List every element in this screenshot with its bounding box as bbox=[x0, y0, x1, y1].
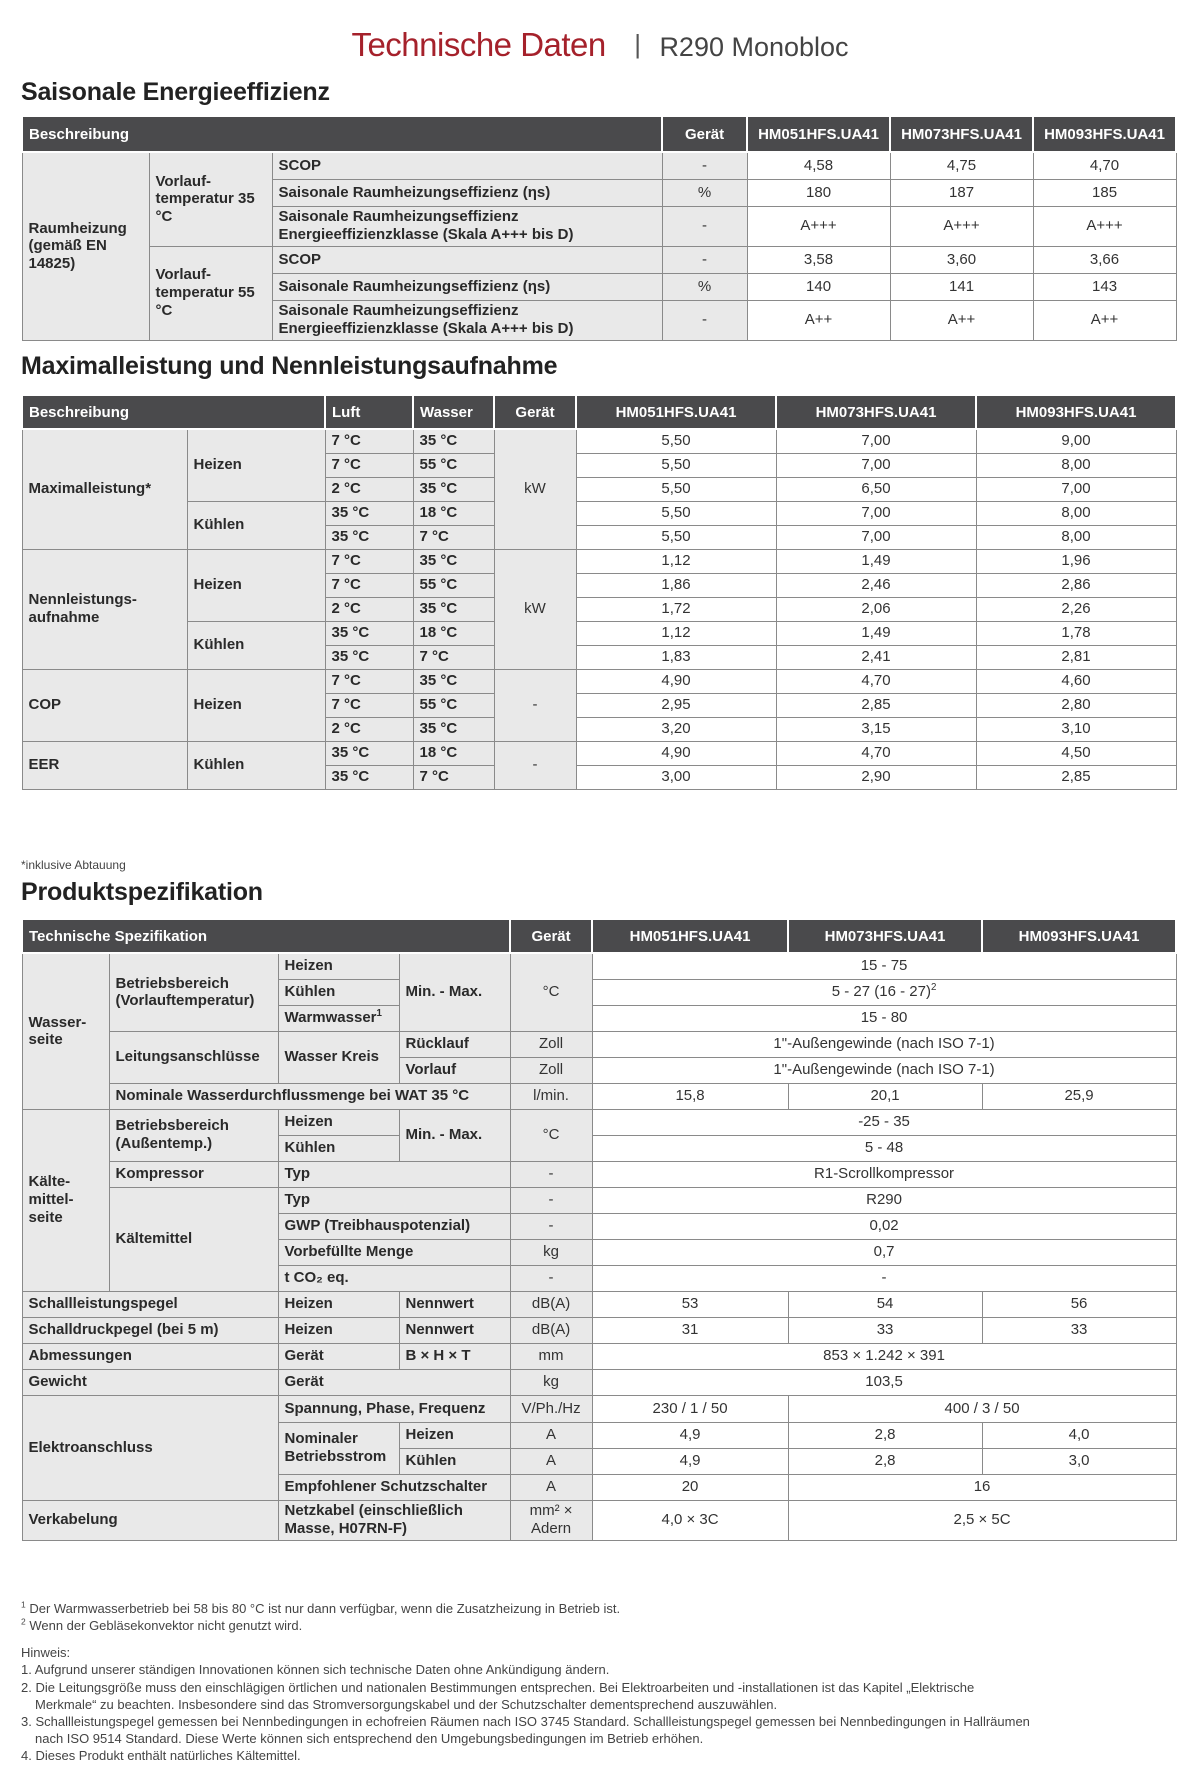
mode-heizen: Heizen bbox=[278, 1317, 399, 1343]
col-header-model-3: HM093HFS.UA41 bbox=[982, 919, 1176, 953]
unit-cell: - bbox=[662, 246, 747, 273]
value-cell: 33 bbox=[982, 1317, 1176, 1343]
wasser-cell: 18 °C bbox=[413, 501, 494, 525]
block-label-35: Vorlauf-temperatur 35 °C bbox=[149, 152, 272, 246]
wasser-cell: 35 °C bbox=[413, 549, 494, 573]
label-durchflussmenge: Nominale Wasserdurchflussmenge bei WAT 35 °C bbox=[109, 1083, 510, 1109]
label-gewicht: Gewicht bbox=[22, 1369, 278, 1395]
value-cell: 4,70 bbox=[776, 741, 976, 765]
col-header-model-1: HM051HFS.UA41 bbox=[747, 116, 890, 152]
block-label-55: Vorlauf-temperatur 55 °C bbox=[149, 246, 272, 340]
table-row bbox=[22, 1317, 1176, 1343]
unit-cell: dB(A) bbox=[510, 1291, 592, 1317]
wasser-cell: 35 °C bbox=[413, 597, 494, 621]
value-cell: 853 × 1.242 × 391 bbox=[592, 1343, 1176, 1369]
table-row bbox=[22, 741, 1176, 765]
luft-cell: 35 °C bbox=[325, 741, 413, 765]
unit-cell: - bbox=[662, 152, 747, 179]
label-kompressor: Kompressor bbox=[109, 1161, 278, 1187]
label-spannung: Spannung, Phase, Frequenz bbox=[278, 1395, 510, 1422]
table-saisonale-effizienz bbox=[21, 115, 1177, 341]
label-min-max: Min. - Max. bbox=[399, 1109, 510, 1161]
value-cell: 4,9 bbox=[592, 1422, 788, 1448]
wasser-cell: 18 °C bbox=[413, 621, 494, 645]
luft-cell: 7 °C bbox=[325, 573, 413, 597]
hinweis-note: 2. Die Leitungsgröße muss den einschlägigen örtlichen und nationalen Bestimmungen entsprechen. Bei Elektroarbeiten und -installationen ist das Kapitel „Elektrische bbox=[21, 1679, 975, 1695]
unit-cell: - bbox=[510, 1265, 592, 1291]
value-cell: 2,95 bbox=[576, 693, 776, 717]
value-cell: 7,00 bbox=[776, 525, 976, 549]
value-cell: 4,90 bbox=[576, 741, 776, 765]
value-cell: 53 bbox=[592, 1291, 788, 1317]
group-label: Nennleistungs-aufnahme bbox=[22, 549, 187, 669]
wasser-cell: 55 °C bbox=[413, 453, 494, 477]
value-cell: 2,5 × 5C bbox=[788, 1500, 1176, 1540]
table-body bbox=[22, 429, 1176, 789]
unit-cell: kg bbox=[510, 1239, 592, 1265]
value-cell: - bbox=[592, 1265, 1176, 1291]
value-cell: 56 bbox=[982, 1291, 1176, 1317]
unit-cell: Zoll bbox=[510, 1057, 592, 1083]
luft-cell: 7 °C bbox=[325, 549, 413, 573]
value-cell: 4,75 bbox=[890, 152, 1033, 179]
value-cell: 400 / 3 / 50 bbox=[788, 1395, 1176, 1422]
luft-cell: 2 °C bbox=[325, 597, 413, 621]
table-row bbox=[22, 429, 1176, 453]
page-subtitle: R290 Monobloc bbox=[659, 32, 849, 62]
value-cell: 9,00 bbox=[976, 429, 1176, 453]
hinweis-note: 3. Schallleistungspegel gemessen bei Nennbedingungen in echofreien Räumen nach ISO 3745 Standard. Schallleistungspegel gemessen bei Nennbedingungen in Hallräumen bbox=[21, 1713, 1030, 1729]
footnote-1 bbox=[21, 1600, 1181, 1617]
value-cell: R290 bbox=[592, 1187, 1176, 1213]
footnote-marker: 2 bbox=[930, 982, 937, 994]
unit-cell: dB(A) bbox=[510, 1317, 592, 1343]
value-cell: A+++ bbox=[747, 206, 890, 246]
value-cell: 3,15 bbox=[776, 717, 976, 741]
value-cell: 1"-Außengewinde (nach ISO 7-1) bbox=[592, 1057, 1176, 1083]
wasser-cell: 35 °C bbox=[413, 669, 494, 693]
table-row bbox=[22, 246, 1176, 273]
value-cell: 54 bbox=[788, 1291, 982, 1317]
table-row bbox=[22, 1291, 1176, 1317]
unit-cell: °C bbox=[510, 1109, 592, 1161]
unit-cell: mm bbox=[510, 1343, 592, 1369]
luft-cell: 35 °C bbox=[325, 621, 413, 645]
table-row bbox=[22, 152, 1176, 179]
value-cell: 1,49 bbox=[776, 549, 976, 573]
value-cell: A++ bbox=[890, 300, 1033, 340]
unit-cell: A bbox=[510, 1448, 592, 1474]
value-cell: 1,49 bbox=[776, 621, 976, 645]
label-typ: Typ bbox=[278, 1161, 510, 1187]
value-cell: 3,20 bbox=[576, 717, 776, 741]
group-label: COP bbox=[22, 669, 187, 741]
label-netzkabel: Netzkabel (einschließlich Masse, H07RN-F) bbox=[278, 1500, 510, 1540]
wasser-cell: 55 °C bbox=[413, 573, 494, 597]
unit-cell: kg bbox=[510, 1369, 592, 1395]
luft-cell: 7 °C bbox=[325, 669, 413, 693]
luft-cell: 35 °C bbox=[325, 645, 413, 669]
col-header-geraet: Gerät bbox=[494, 395, 576, 429]
value-cell: 0,7 bbox=[592, 1239, 1176, 1265]
unit-cell: A bbox=[510, 1422, 592, 1448]
value-cell: 1,83 bbox=[576, 645, 776, 669]
value-cell: 5,50 bbox=[576, 429, 776, 453]
unit-cell: Zoll bbox=[510, 1031, 592, 1057]
col-header-geraet: Gerät bbox=[510, 919, 592, 953]
value-cell: 2,06 bbox=[776, 597, 976, 621]
mode-heizen: Heizen bbox=[278, 1109, 399, 1135]
group-label-kaeltemittelseite: Kälte-mittel-seite bbox=[22, 1109, 109, 1291]
label-vorbefuellte-menge: Vorbefüllte Menge bbox=[278, 1239, 510, 1265]
mode-label: Kühlen bbox=[187, 501, 325, 549]
unit-cell: % bbox=[662, 273, 747, 300]
value-cell: 0,02 bbox=[592, 1213, 1176, 1239]
table-row bbox=[22, 549, 1176, 573]
luft-cell: 2 °C bbox=[325, 717, 413, 741]
table-produktspezifikation bbox=[21, 918, 1177, 1541]
param-label: SCOP bbox=[272, 152, 662, 179]
unit-cell: kW bbox=[494, 549, 576, 669]
label-nominaler-betriebsstrom: Nominaler Betriebsstrom bbox=[278, 1422, 399, 1474]
value-cell: 15 - 75 bbox=[592, 953, 1176, 979]
value-cell: 2,90 bbox=[776, 765, 976, 789]
value-cell: 2,41 bbox=[776, 645, 976, 669]
value-cell: 1,96 bbox=[976, 549, 1176, 573]
value-cell: R1-Scrollkompressor bbox=[592, 1161, 1176, 1187]
value-cell: 7,00 bbox=[776, 429, 976, 453]
section-title-produktspezifikation: Produktspezifikation bbox=[21, 878, 263, 906]
group-label: Maximalleistung* bbox=[22, 429, 187, 549]
table-row bbox=[22, 1500, 1176, 1540]
hinweis-title: Hinweis: bbox=[21, 1645, 71, 1661]
label-tco2: t CO₂ eq. bbox=[278, 1265, 510, 1291]
value-cell: 33 bbox=[788, 1317, 982, 1343]
col-header-wasser: Wasser bbox=[413, 395, 494, 429]
value-cell: 140 bbox=[747, 273, 890, 300]
value-cell: 4,60 bbox=[976, 669, 1176, 693]
table-header-row bbox=[22, 395, 1176, 429]
value-cell: 5,50 bbox=[576, 501, 776, 525]
value-cell: 230 / 1 / 50 bbox=[592, 1395, 788, 1422]
label-dimensionen: B × H × T bbox=[399, 1343, 510, 1369]
label-abmessungen: Abmessungen bbox=[22, 1343, 278, 1369]
label-betriebsbereich-vorlauf: Betriebsbereich (Vorlauftemperatur) bbox=[109, 953, 278, 1031]
footnote-abtauung: *inklusive Abtauung bbox=[21, 858, 126, 872]
value-cell: A+++ bbox=[890, 206, 1033, 246]
mode-label: Heizen bbox=[187, 549, 325, 621]
value-cell: A+++ bbox=[1033, 206, 1176, 246]
unit-cell: kW bbox=[494, 429, 576, 549]
value-cell: 7,00 bbox=[776, 501, 976, 525]
label-geraet: Gerät bbox=[278, 1343, 399, 1369]
unit-cell: V/Ph./Hz bbox=[510, 1395, 592, 1422]
value-cell: 2,46 bbox=[776, 573, 976, 597]
wasser-cell: 55 °C bbox=[413, 693, 494, 717]
footnote-marker: 2 bbox=[21, 1616, 26, 1627]
value-cell: 8,00 bbox=[976, 525, 1176, 549]
value-cell: 141 bbox=[890, 273, 1033, 300]
unit-cell: - bbox=[510, 1161, 592, 1187]
unit-cell: mm² × Adern bbox=[510, 1500, 592, 1540]
value-cell: 2,8 bbox=[788, 1422, 982, 1448]
footnote-2 bbox=[21, 1617, 1181, 1634]
wasser-cell: 35 °C bbox=[413, 477, 494, 501]
col-header-model-2: HM073HFS.UA41 bbox=[788, 919, 982, 953]
luft-cell: 7 °C bbox=[325, 429, 413, 453]
table-row bbox=[22, 1369, 1176, 1395]
label-ruecklauf: Rücklauf bbox=[399, 1031, 510, 1057]
table-row bbox=[22, 1161, 1176, 1187]
value-cell: 187 bbox=[890, 179, 1033, 206]
table-row bbox=[22, 1343, 1176, 1369]
value-cell: 4,0 bbox=[982, 1422, 1176, 1448]
value-cell: 4,58 bbox=[747, 152, 890, 179]
table-row bbox=[22, 1083, 1176, 1109]
value-cell: 8,00 bbox=[976, 501, 1176, 525]
mode-kuehlen: Kühlen bbox=[399, 1448, 510, 1474]
footnote-text: Wenn der Gebläsekonvektor nicht genutzt wird. bbox=[29, 1618, 303, 1634]
label-schalldruckpegel: Schalldruckpegel (bei 5 m) bbox=[22, 1317, 278, 1343]
label-schallleistungspegel: Schallleistungspegel bbox=[22, 1291, 278, 1317]
value-cell: 1,72 bbox=[576, 597, 776, 621]
luft-cell: 7 °C bbox=[325, 693, 413, 717]
value-cell: 2,80 bbox=[976, 693, 1176, 717]
footnote-marker: 1 bbox=[21, 1599, 26, 1610]
value-cell: 25,9 bbox=[982, 1083, 1176, 1109]
param-label: Saisonale Raumheizungseffizienz Energieeffizienzklasse (Skala A+++ bis D) bbox=[272, 300, 662, 340]
value-cell: 5,50 bbox=[576, 477, 776, 501]
label-wasser-kreis: Wasser Kreis bbox=[278, 1031, 399, 1083]
label-text: Warmwasser bbox=[284, 1009, 377, 1027]
section-title-maximalleistung: Maximalleistung und Nennleistungsaufnahme bbox=[21, 352, 558, 380]
value-cell: 4,0 × 3C bbox=[592, 1500, 788, 1540]
table-row bbox=[22, 1395, 1176, 1422]
page-header bbox=[0, 26, 1200, 64]
wasser-cell: 35 °C bbox=[413, 429, 494, 453]
group-label-raumheizung: Raumheizung (gemäß EN 14825) bbox=[22, 152, 149, 340]
col-header-model-1: HM051HFS.UA41 bbox=[576, 395, 776, 429]
label-verkabelung: Verkabelung bbox=[22, 1500, 278, 1540]
value-cell: 4,90 bbox=[576, 669, 776, 693]
unit-cell: - bbox=[510, 1213, 592, 1239]
value-cell: 3,0 bbox=[982, 1448, 1176, 1474]
luft-cell: 35 °C bbox=[325, 525, 413, 549]
hinweis-note: Merkmale“ zu beachten. Insbesondere sind das Stromversorgungskabel und der Schutzschalter dementsprechend auszuwählen. bbox=[35, 1696, 778, 1712]
table-header-row bbox=[22, 116, 1176, 152]
luft-cell: 35 °C bbox=[325, 765, 413, 789]
value-cell: 1"-Außengewinde (nach ISO 7-1) bbox=[592, 1031, 1176, 1057]
label-geraet: Gerät bbox=[278, 1369, 510, 1395]
wasser-cell: 7 °C bbox=[413, 525, 494, 549]
value-cell: 1,12 bbox=[576, 549, 776, 573]
value-cell: 1,86 bbox=[576, 573, 776, 597]
value-cell: A++ bbox=[747, 300, 890, 340]
value-cell: 20 bbox=[592, 1474, 788, 1500]
value-cell: 185 bbox=[1033, 179, 1176, 206]
hinweis-note: 1. Aufgrund unserer ständigen Innovationen können sich technische Daten ohne Ankündigung ändern. bbox=[21, 1662, 610, 1678]
label-leitungsanschluesse: Leitungsanschlüsse bbox=[109, 1031, 278, 1083]
title-separator: | bbox=[634, 29, 641, 59]
value-cell: 3,60 bbox=[890, 246, 1033, 273]
value-cell: 20,1 bbox=[788, 1083, 982, 1109]
value-cell: 6,50 bbox=[776, 477, 976, 501]
col-header-luft: Luft bbox=[325, 395, 413, 429]
mode-label: Heizen bbox=[187, 429, 325, 501]
label-nennwert: Nennwert bbox=[399, 1291, 510, 1317]
table-row bbox=[22, 621, 1176, 645]
wasser-cell: 18 °C bbox=[413, 741, 494, 765]
hinweis-note: 4. Dieses Produkt enthält natürliches Kältemittel. bbox=[21, 1748, 301, 1764]
value-cell: 15 - 80 bbox=[592, 1005, 1176, 1031]
value-cell: 103,5 bbox=[592, 1369, 1176, 1395]
value-cell: 2,8 bbox=[788, 1448, 982, 1474]
col-header-geraet: Gerät bbox=[662, 116, 747, 152]
mode-heizen: Heizen bbox=[278, 953, 399, 979]
label-min-max: Min. - Max. bbox=[399, 953, 510, 1031]
col-header-model-1: HM051HFS.UA41 bbox=[592, 919, 788, 953]
label-kaeltemittel: Kältemittel bbox=[109, 1187, 278, 1291]
value-cell: 1,12 bbox=[576, 621, 776, 645]
value-cell: 180 bbox=[747, 179, 890, 206]
value-cell: 2,85 bbox=[776, 693, 976, 717]
col-header-model-3: HM093HFS.UA41 bbox=[976, 395, 1176, 429]
unit-cell: - bbox=[662, 206, 747, 246]
value-cell: 5,50 bbox=[576, 525, 776, 549]
value-cell: 3,00 bbox=[576, 765, 776, 789]
value-cell: 2,26 bbox=[976, 597, 1176, 621]
unit-cell: l/min. bbox=[510, 1083, 592, 1109]
table-row bbox=[22, 669, 1176, 693]
group-label: EER bbox=[22, 741, 187, 789]
label-betriebsbereich-aussen: Betriebsbereich (Außentemp.) bbox=[109, 1109, 278, 1161]
value-cell: 31 bbox=[592, 1317, 788, 1343]
footnote-marker: 1 bbox=[376, 1008, 382, 1020]
unit-cell: - bbox=[510, 1187, 592, 1213]
table-maximalleistung bbox=[21, 394, 1177, 790]
unit-cell: A bbox=[510, 1474, 592, 1500]
value-cell: 5 - 48 bbox=[592, 1135, 1176, 1161]
value-cell: 4,70 bbox=[776, 669, 976, 693]
value-cell bbox=[592, 979, 1176, 1005]
unit-cell: °C bbox=[510, 953, 592, 1031]
mode-kuehlen: Kühlen bbox=[278, 1135, 399, 1161]
group-label-wasserseite: Wasser-seite bbox=[22, 953, 109, 1109]
mode-warmwasser bbox=[278, 1005, 399, 1031]
luft-cell: 7 °C bbox=[325, 453, 413, 477]
label-elektroanschluss: Elektroanschluss bbox=[22, 1395, 278, 1500]
value-cell: 16 bbox=[788, 1474, 1176, 1500]
param-label: SCOP bbox=[272, 246, 662, 273]
value-cell: A++ bbox=[1033, 300, 1176, 340]
page-title: Technische Daten bbox=[351, 26, 606, 63]
mode-heizen: Heizen bbox=[399, 1422, 510, 1448]
col-header-beschreibung: Beschreibung bbox=[22, 116, 662, 152]
wasser-cell: 7 °C bbox=[413, 765, 494, 789]
mode-heizen: Heizen bbox=[278, 1291, 399, 1317]
value-cell: 8,00 bbox=[976, 453, 1176, 477]
value-cell: 2,86 bbox=[976, 573, 1176, 597]
wasser-cell: 35 °C bbox=[413, 717, 494, 741]
value-cell: 3,66 bbox=[1033, 246, 1176, 273]
hinweis-note: nach ISO 9514 Standard. Diese Werte können sich entsprechend den Umgebungsbedingungen im Betrieb erhöhen. bbox=[35, 1731, 704, 1747]
value-cell: 2,81 bbox=[976, 645, 1176, 669]
value-cell: 15,8 bbox=[592, 1083, 788, 1109]
unit-cell: % bbox=[662, 179, 747, 206]
label-schutzschalter: Empfohlener Schutzschalter bbox=[278, 1474, 510, 1500]
value-cell: 1,78 bbox=[976, 621, 1176, 645]
col-header-model-2: HM073HFS.UA41 bbox=[890, 116, 1033, 152]
value-cell: -25 - 35 bbox=[592, 1109, 1176, 1135]
luft-cell: 2 °C bbox=[325, 477, 413, 501]
table-row bbox=[22, 1031, 1176, 1057]
col-header-model-3: HM093HFS.UA41 bbox=[1033, 116, 1176, 152]
param-label: Saisonale Raumheizungseffizienz Energieeffizienzklasse (Skala A+++ bis D) bbox=[272, 206, 662, 246]
mode-label: Kühlen bbox=[187, 621, 325, 669]
mode-kuehlen: Kühlen bbox=[278, 979, 399, 1005]
mode-label: Heizen bbox=[187, 669, 325, 741]
table-row bbox=[22, 953, 1176, 979]
unit-cell: - bbox=[494, 669, 576, 741]
table-header-row bbox=[22, 919, 1176, 953]
unit-cell: - bbox=[494, 741, 576, 789]
wasser-cell: 7 °C bbox=[413, 645, 494, 669]
unit-cell: - bbox=[662, 300, 747, 340]
value-cell: 4,50 bbox=[976, 741, 1176, 765]
mode-label: Kühlen bbox=[187, 741, 325, 789]
value-cell: 143 bbox=[1033, 273, 1176, 300]
table-row bbox=[22, 501, 1176, 525]
col-header-beschreibung: Beschreibung bbox=[22, 395, 325, 429]
param-label: Saisonale Raumheizungseffizienz (ηs) bbox=[272, 179, 662, 206]
table-row bbox=[22, 1109, 1176, 1135]
value-text: 5 - 27 (16 - 27) bbox=[831, 983, 931, 1001]
value-cell: 4,70 bbox=[1033, 152, 1176, 179]
label-nennwert: Nennwert bbox=[399, 1317, 510, 1343]
footnote-text: Der Warmwasserbetrieb bei 58 bis 80 °C ist nur dann verfügbar, wenn die Zusatzheizung in Betrieb ist. bbox=[29, 1601, 621, 1616]
value-cell: 3,10 bbox=[976, 717, 1176, 741]
value-cell: 3,58 bbox=[747, 246, 890, 273]
label-typ: Typ bbox=[278, 1187, 510, 1213]
footnotes bbox=[21, 1600, 1181, 1764]
param-label: Saisonale Raumheizungseffizienz (ηs) bbox=[272, 273, 662, 300]
value-cell: 4,9 bbox=[592, 1448, 788, 1474]
section-title-saisonal: Saisonale Energieeffizienz bbox=[21, 78, 330, 106]
label-gwp: GWP (Treibhauspotenzial) bbox=[278, 1213, 510, 1239]
value-cell: 5,50 bbox=[576, 453, 776, 477]
luft-cell: 35 °C bbox=[325, 501, 413, 525]
table-row bbox=[22, 1187, 1176, 1213]
value-cell: 7,00 bbox=[976, 477, 1176, 501]
col-header-technische-spezifikation: Technische Spezifikation bbox=[22, 919, 510, 953]
value-cell: 2,85 bbox=[976, 765, 1176, 789]
label-vorlauf: Vorlauf bbox=[399, 1057, 510, 1083]
value-cell: 7,00 bbox=[776, 453, 976, 477]
col-header-model-2: HM073HFS.UA41 bbox=[776, 395, 976, 429]
